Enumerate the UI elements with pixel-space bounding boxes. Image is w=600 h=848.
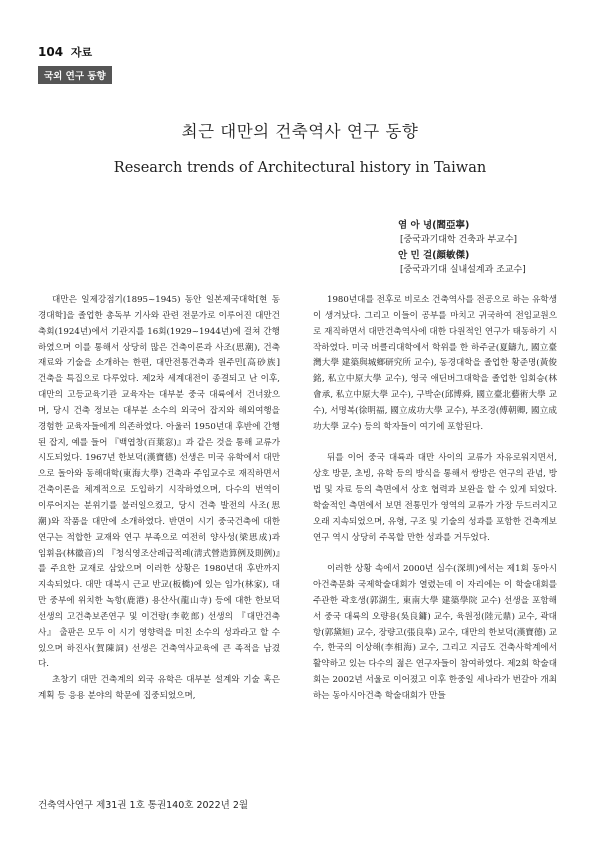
page-header — [38, 44, 92, 60]
paragraph: 이러한 상황 속에서 2000년 심수(深圳)에서는 제1회 동아시아건축문화 국제학술대회가 열렸는데 이 자리에는 이 학술대회를 주관한 곽호생(郭湖生, 東南大學 建築學院 교수) 선생을 포함해서 중국 대륙의 오량용(吳良鏞) 교수, 육원정(陸元鼎) 교수, 곽대항(郭黛姮) 교수, 장량고(張良皋) 교수, 대만의 한보덕(漢寶德) 교수, 한국의 이상해(李相海) 교수, 그리고 지금도 건축사학계에서 활약하고 있는 다수의 젊은 연구자들이 참여하였다. 제2회 학술대회는 2002년 서울로 이어졌고 이후 한중일 세나라가 번갈아 개최하는 동아시아건축 학술대회가 만들 — [313, 564, 557, 701]
title-english: Research trends of Architectural history in Taiwan — [113, 160, 487, 176]
title-korean: 최근 대만의 건축역사 연구 동향 — [181, 122, 419, 141]
paragraph: 초창기 대만 건축계의 외국 유학은 대부분 설계와 기술 혹은 계획 등 응용 분야의 학문에 집중되었으며, — [38, 675, 280, 702]
page-footer: 건축역사연구 제31권 1호 통권140호 2022년 2월 — [38, 800, 249, 811]
section-tag: 국외 연구 동향 — [38, 66, 112, 84]
body-column-left — [38, 293, 280, 705]
author-name: 안 민 걸(顔敏傑) — [398, 250, 470, 261]
author-name: 염 아 녕(閻亞寧) — [398, 220, 470, 231]
author-affiliation: [중국과기대학 건축과 부교수] — [400, 235, 518, 245]
section-label: 자료 — [70, 46, 93, 59]
body-column-right — [313, 293, 557, 705]
paragraph: 대만은 일제강점기(1895~1945) 동안 일본제국대학[현 동경대학]을 졸업한 총독부 기사와 관련 전문가로 이루어진 대만건축회(1924년)에서 기관지를 16회(1929~1944년)에 걸쳐 간행하였으며 이를 통해서 상당히 많은 건축이론과 사조(思潮), 건축재료와 기술을 소개하는 한편, 대만전통건축과 원주민[高砂族] 건축을 특집으로 다루었다. 제2차 세계대전이 종결되고 난 이후, 대만의 고등교육기관 교육자는 대부분 중국 대륙에서 건너왔으며, 당시 건축 정보는 대부분 소수의 외국어 잡지와 해외여행을 경험한 교육자들에게 의존하였다. 아울러 1950년대 후반에 간행된 잡지, 예를 들어 『백엽창(百葉窓)』과 같은 것을 통해 교류가 시도되었다. 1967년 한보덕(漢寶德) 선생은 미국 유학에서 대만으로 돌아와 동해대학(東海大學) 건축과 주임교수로 재직하면서 건축이론을 체계적으로 도입하기 시작하였으며, 다수의 번역이 이루어지는 분위기를 불러일으켰고, 당시 건축 발전의 사조(思潮)와 작품을 대만에 소개하였다. 반면이 시기 중국건축에 대한 연구는 적합한 교재와 연구 부족으로 여전히 양사성(梁思成)과 임휘음(林徽音)의 『청식영조산례급적례(淸式營造算例及則例)』를 주요한 교재로 삼았으며 이러한 상황은 1980년대 후반까지 지속되었다. 대만 대북시 근교 반교(板橋)에 있는 임가(林家), 대만 중부에 위치한 녹항(鹿港) 용산사(龍山寺) 등에 대한 한보덕 선생의 고건축보존연구 및 이건랑(李乾郎) 선생의 『대만건축사』 출판은 모두 이 시기 영향력을 미친 소수의 성과라고 할 수 있으며 하진사(賀陳詞) 선생은 건축역사교육에 큰 족적을 남겼다. — [38, 295, 280, 670]
page-number: 104 — [38, 45, 64, 59]
paragraph: 1980년대를 전후로 비로소 건축역사를 전공으로 하는 유학생이 생겨났다. 그리고 이들이 공부를 마치고 귀국하여 전임교원으로 재직하면서 대만건축역사에 대한 다원적인 연구가 태동하기 시작하였다. 미국 버클리대학에서 학위를 한 하주균(夏鑄九, 國立臺灣大學 建築與城鄉研究所 교수), 동경대학을 졸업한 황준명(黃俊銘, 私立中原大學 교수), 영국 애딘버그대학을 졸업한 임회승(林會承, 私立中原大學 교수), 구박순(邱博舜, 國立臺北藝術大學 교수), 서명복(徐明福, 國立成功大學 교수), 부조경(傅朝卿, 國立成功大學 교수) 등의 학자들이 여기에 포함된다. — [313, 295, 557, 432]
author-affiliation: [중국과기대 실내설계과 조교수] — [400, 265, 526, 275]
authors-block — [398, 218, 526, 278]
paragraph: 뒤를 이어 중국 대륙과 대만 사이의 교류가 자유로워지면서, 상호 방문, 초빙, 유학 등의 방식을 통해서 쌍방은 연구의 관념, 방법 및 자료 등의 측면에서 상호 협력과 보완을 할 수 있게 되었다. 학술적인 측면에서 보면 전통민가 영역의 교류가 가장 두드러지고 오래 지속되었으며, 유형, 구조 및 기술의 성과를 포함한 건축계보 연구 역시 상당히 주목할 만한 성과를 거두었다. — [313, 453, 557, 543]
